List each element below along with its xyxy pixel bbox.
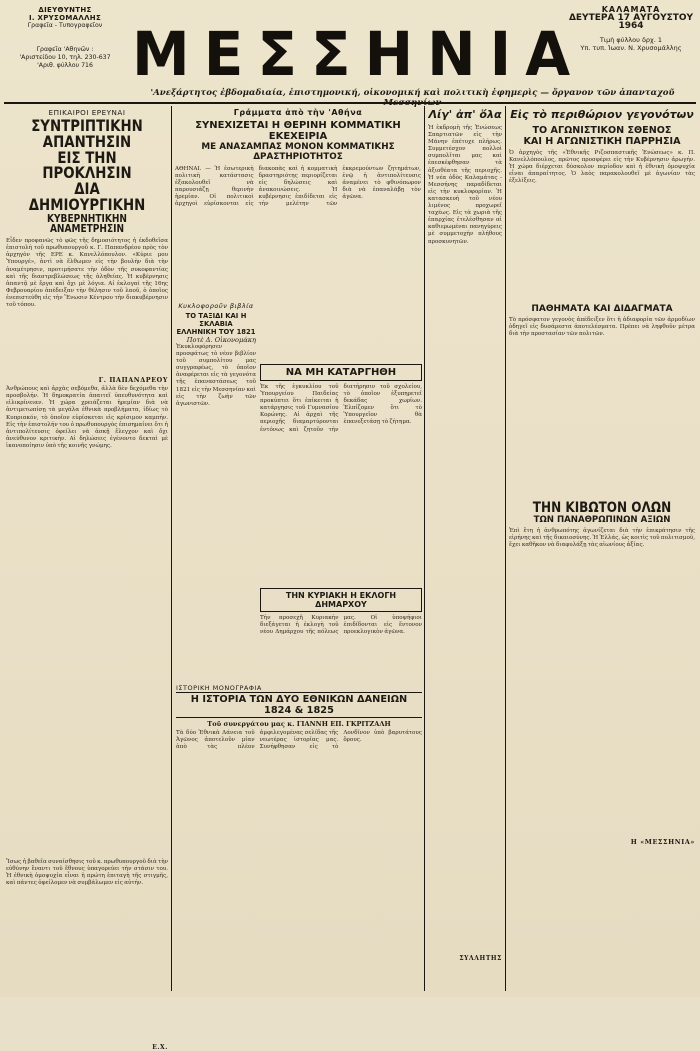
lead-article — [6, 108, 168, 1051]
athens-office-address: 'Αριστείδου 10, τηλ. 230-637 — [19, 54, 111, 61]
history-article — [176, 684, 422, 988]
margin-body: Ὁ ἀρχηγὸς τῆς «Ἐθνικῆς Ριζοσπαστικῆς Ἑνώσεως» κ. Π. Κανελλόπουλος, πρῶτος προσφέρει εἰς τὴν Κυβέρνησιν ἀρωγήν. Ἡ χώρα διέρχεται δύσκολον περίοδον καὶ ἡ ἐθνικὴ ὁμοψυχία εἶναι ἀπαραίτητος. Ὁ λαὸς παρακολουθεῖ μὲ ἀγωνίαν τὰς ἐξελίξεις. — [509, 150, 695, 185]
brief-news-column — [428, 108, 502, 988]
issue-price: Τιμὴ φύλλου δρχ. 1 — [599, 36, 663, 44]
ark-body: Ἐπὶ ἔτη ἡ ἀνθρωπότης ἀγωνίζεται διὰ τὴν ἐπικράτησιν τῆς εἰρήνης καὶ τῆς δικαιοσύνης. Ἡ Ἑλλάς, ὡς κοιτὶς τοῦ πολιτισμοῦ, ἔχει καθῆκον νὰ διαφυλάξῃ τὰς αἰωνίους ἀξίας. — [509, 528, 695, 549]
margin-headline-line-2: ΚΑΙ Η ΑΓΩΝΙΣΤΙΚΗ ΠΑΡΡΗΣΙΑ — [523, 136, 681, 147]
ark-headline-line-1: ΤΗΝ ΚΙΒΩΤΟΝ ΟΛΩΝ — [532, 500, 672, 516]
margin-headline-line-1: ΤΟ ΑΓΩΝΙΣΤΙΚΟΝ ΣΘΕΝΟΣ — [532, 125, 672, 136]
lessons-headline: ΠΑΘΗΜΑΤΑ ΚΑΙ ΔΙΔΑΓΜΑΤΑ — [531, 304, 673, 314]
lead-headline-line-4: ΚΥΒΕΡΝΗΤΙΚΗΝ ΑΝΑΜΕΤΡΗΣΙΝ — [47, 212, 127, 236]
city-label: ΚΑΛΑΜΑΤΑ — [601, 5, 661, 14]
lead-headline-line-3: ΔΙΑ ΔΗΜΙΟΥΡΓΙΚΗΝ — [28, 180, 146, 214]
lead-headline-line-1: ΣΥΝΤΡΙΠΤΙΚΗΝ ΑΠΑΝΤΗΣΙΝ — [31, 117, 143, 151]
lead-body-1: Εἶδεν προφανῶς τὸ φῶς τῆς δημοσιότητος ἡ ἐκδοθεῖσα ἐπιστολὴ τοῦ πρωθυπουργοῦ κ. Γ. Παπανδρέου πρὸς τὸν ἀρχηγὸν τῆς ΕΡΕ κ. Κανελλόπουλον. «Κύριε μου Ὑπουργέ», ἀντὶ νὰ ἔλθωμεν εἰς τὴν βουλὴν διὰ τὴν ἀναμέτρησιν, προτιμήσατε τὴν ὁδὸν τῆς συκοφαντίας καὶ τῆς διαστρεβλώσεως τῆς ἀληθείας. Ἡ κυβέρνησις ἀπαντᾷ μὲ ἔργα καὶ ὄχι μὲ λόγια. Αἱ ἐκλογαὶ τῆς 16ης Φεβρουαρίου ἀπέδειξαν τὴν θέλησιν τοῦ λαοῦ, ὁ ὁποῖος ἐνεπιστεύθη εἰς τὴν Ἕνωσιν Κέντρου τὴν διακυβέρνησιν τοῦ τόπου. — [6, 238, 168, 309]
book-title-2: ΕΛΛΗΝΙΚΗ ΤΟΥ 1821 — [176, 328, 256, 336]
brief-news-body: Ἡ ἐκδρομὴ τῆς Ἑνώσεως Σπαρτιατῶν εἰς τὴν Μάνην ἐπέτυχε πλήρως. Συμμετέσχον πολλοὶ συμπολῖται μας καὶ ἐπεσκέφθησαν τὰ ἀξιοθέατα τῆς περιοχῆς. Ἡ νέα ὁδὸς Καλαμάτας - Μεσσήνης παραδίδεται εἰς τὴν κυκλοφορίαν. Ἡ κατασκευὴ τοῦ νέου λιμένος προχωρεῖ ταχέως. Εἰς τὰ χωριὰ τῆς ἐπαρχίας ἐτελέσθησαν αἱ καθιερωμέναι πανηγύρεις μὲ συμμετοχὴν πλήθους προσκυνητῶν. — [428, 125, 502, 245]
margin-events-column — [509, 108, 695, 988]
athens-kicker: Γράμματα ἀπὸ τὴν 'Αθήνα — [233, 108, 363, 117]
athens-headline-line-1: ΣΥΝΕΧΙΖΕΤΑΙ Η ΘΕΡΙΝΗ ΚΟΜΜΑΤΙΚΗ ΕΚΕΧΕΙΡΙΑ — [195, 120, 401, 142]
newspaper-subtitle: 'Ανεξάρτητος ἑβδομαδιαία, ἐπιστημονική, οἰκονομική καὶ πολιτικὴ ἐφημερὶς — ὄργανον τῶν ἁπανταχοῦ — [150, 88, 675, 98]
brief-news-kicker: Λίγ' ἀπ' ὅλα — [428, 108, 502, 121]
lessons-body: Τὸ πρόσφατον γεγονὸς ἀπέδειξεν ὅτι ἡ ἀδιαφορία τῶν ἁρμοδίων ὁδηγεῖ εἰς δυσάρεστα ἀποτελέσματα. Πρέπει νὰ ληφθοῦν μέτρα διὰ τὴν προστασίαν τῶν πολιτῶν. — [509, 317, 695, 338]
election-article — [260, 588, 422, 680]
election-headline: ΤΗΝ ΚΥΡΙΑΚΗ Η ΕΚΛΟΓΗ ΔΗΜΑΡΧΟΥ — [260, 588, 422, 612]
column-rule — [424, 106, 425, 991]
book-kicker: Κυκλοφοροῦν βιβλία — [178, 302, 254, 310]
book-byline: Ποτὲ Δ. Οἰκονομάκη — [186, 336, 256, 344]
history-body: Τὰ δύο Ἐθνικὰ Δάνεια τοῦ Ἀγῶνος ἀποτελοῦν μίαν ἀπὸ τὰς πλέον ἀμφιλεγομένας σελίδας τῆς νεωτέρας ἱστορίας μας. Συνήφθησαν εἰς τὸ Λονδῖνον ὑπὸ βαρυτάτους ὅρους. — [176, 730, 422, 751]
issue-date: ΔΕΥΤΕΡΑ 17 ΑΥΓΟΥΣΤΟΥ — [568, 13, 694, 23]
school-body: Ἐκ τῆς ἐγκυκλίου τοῦ Ὑπουργείου Παιδείας προκύπτει ὅτι ἐπίκειται ἡ κατάργησις τοῦ Γυμνασίου Κορώνης. Αἱ ἀρχαὶ τῆς περιοχῆς διαμαρτύρονται ἐντόνως καὶ ζητοῦν τὴν διατήρησιν τοῦ σχολείου, τὸ ὁποῖον ἐξυπηρετεῖ δεκάδας χωρίων. Ἐλπίζομεν ὅτι τὸ Ὑπουργεῖον θὰ ἐπανεξετάσῃ τὸ ζήτημα. — [260, 384, 422, 433]
athens-office-label: Γραφεῖα 'Αθηνῶν : — [36, 46, 94, 53]
lead-body-3: Ἴσως ἡ βαθεῖα συναίσθησις τοῦ κ. πρωθυπουργοῦ διὰ τὴν εὐθύνην ἔναντι τοῦ ἔθνους ὑπαγορεύει τὴν στάσιν του. Ἡ ἐθνικὴ ὁμοψυχία εἶναι ἡ πρώτη ἐπιταγὴ τῆς στιγμῆς, καὶ πάντες ὀφείλομεν νὰ συμβάλωμεν εἰς αὐτήν. — [6, 859, 168, 887]
book-title: ΤΟ ΤΑΞΙΔΙ ΚΑΙ Η ΣΚΛΑΒΙΑ — [185, 312, 247, 328]
lead-signature: Γ. ΠΑΠΑΝΔΡΕΟΥ — [98, 376, 168, 385]
director-label: ΔΙΕΥΘΥΝΤΗΣ — [38, 6, 92, 14]
history-byline: Τοῦ συνεργάτου μας κ. ΓΙΑΝΝΗ ΕΠ. ΓΚΡΙΤΖΑΛΗ — [207, 720, 391, 728]
masthead-right-info — [568, 6, 694, 52]
athens-body: ΑΘΗΝΑΙ. — Ἡ ἐσωτερικὴ πολιτικὴ κατάστασις ἐξακολουθεῖ νὰ παρουσιάζῃ θερινὴν ἠρεμίαν. Οἱ πολιτικοὶ ἀρχηγοὶ εὑρίσκονται εἰς διακοπὰς καὶ ἡ κομματικὴ δραστηριότης περιορίζεται εἰς δηλώσεις καὶ ἀνακοινώσεις. Ἡ κυβέρνησις ἐπιδίδεται εἰς τὴν μελέτην τῶν ἐκκρεμούντων ζητημάτων, ἐνῷ ἡ ἀντιπολίτευσις ἀναμένει τὸ φθινόπωρον διὰ νὰ ἐπαναλάβῃ τὸν ἀγῶνα. — [175, 166, 421, 208]
director-name: Ι. ΧΡΥΣΟΜΑΛΛΗΣ — [28, 14, 102, 22]
office-label: Γραφεῖα - Τυπογραφεῖον — [27, 22, 103, 29]
election-body: Τὴν προσεχῆ Κυριακὴν διεξάγεται ἡ ἐκλογὴ τοῦ νέου Δημάρχου τῆς πόλεως μας. Οἱ ὑποψήφιοι ἐπιδίδονται εἰς ἔντονον προεκλογικὸν ἀγῶνα. — [260, 615, 422, 636]
masthead-left-info — [6, 6, 124, 70]
lead-kicker: ΕΠΙΚΑΙΡΟΙ ΕΡΕΥΝΑΙ — [48, 108, 126, 117]
school-headline: ΝΑ ΜΗ ΚΑΤΑΡΓΗΘΗ — [260, 364, 422, 381]
history-headline: Η ΙΣΤΟΡΙΑ ΤΩΝ ΔΥΟ ΕΘΝΙΚΩΝ ΔΑΝΕΙΩΝ 1824 & 1825 — [176, 692, 422, 718]
ark-signature: Η «ΜΕΣΣΗΝΙΑ» — [630, 838, 695, 847]
margin-kicker: Εἰς τὸ περιθώριον γεγονότων — [510, 108, 694, 121]
lead-body-2: Ἀνθρώπους καὶ ἀρχὰς σεβόμεθα, ἀλλὰ δὲν δεχόμεθα τὴν προσβολήν. Ἡ δημοκρατία ἀπαιτεῖ ὑπευθυνότητα καὶ εἰλικρίνειαν. Ἡ χώρα χρειάζεται ἡρεμίαν διὰ νὰ ἀντιμετωπίσῃ τὰ μεγάλα ἐθνικὰ προβλήματα, ἰδίως τὸ Κυπριακόν, τὸ ὁποῖον εὑρίσκεται εἰς κρίσιμον καμπήν. Εἰς τὴν ἐπιστολήν του ὁ πρωθυπουργὸς ἐπισημαίνει ὅτι ἡ ἀντιπολίτευσις ὀφείλει νὰ ἀσκῇ ἔλεγχον καὶ ὄχι ἀνεύθυνον κριτικήν. Αἱ δηλώσεις ἐγένοντο δεκταὶ μὲ ἱκανοποίησιν ὑπὸ τῆς κοινῆς γνώμης. — [6, 386, 168, 449]
ark-headline-line-2: ΤΩΝ ΠΑΝΑΘΡΩΠΙΝΩΝ ΑΞΙΩΝ — [533, 515, 671, 526]
lead-headline-line-2: ΕΙΣ ΤΗΝ ΠΡΟΚΛΗΣΙΝ — [42, 148, 132, 183]
book-body: Ἐκυκλοφόρησεν προσφάτως τὸ νέον βιβλίον τοῦ συμπολίτου μας συγγραφέως, τὸ ὁποῖον ἀναφέρεται εἰς τὰ γεγονότα τῆς ἐπαναστάσεως τοῦ 1821 εἰς τὴν Μεσσηνίαν καὶ εἰς τὴν ζωὴν τῶν ἀγωνιστῶν. — [176, 344, 256, 407]
issue-number: 'Αριθ. φύλλου 716 — [37, 62, 93, 69]
school-article — [260, 364, 422, 584]
issue-year: 1964 — [618, 21, 644, 31]
column-rule — [505, 106, 506, 991]
masthead-rule — [4, 102, 696, 104]
column-rule — [171, 106, 172, 991]
athens-headline-line-2: ΜΕ ΑΝΑΣΑΜΠΑΣ ΜΟΝΟΝ ΚΟΜΜΑΤΙΚΗΣ ΔΡΑΣΤΗΡΙΟΤΗΤΟΣ — [201, 142, 395, 162]
brief-news-signature: ΣΥΛΛΗΤΗΣ — [459, 955, 502, 962]
history-kicker: ΙΣΤΟΡΙΚΗ ΜΟΝΟΓΡΑΦΙΑ — [176, 684, 262, 692]
lead-initials: Ε.Χ. — [152, 1044, 168, 1051]
newspaper-title: ΜΕΣΣΗΝΙΑ — [132, 18, 585, 90]
editor-line: Υπ. τυπ. Ἰωαν. Ν. Χρυσομάλλης — [580, 44, 682, 52]
book-review — [176, 302, 256, 572]
